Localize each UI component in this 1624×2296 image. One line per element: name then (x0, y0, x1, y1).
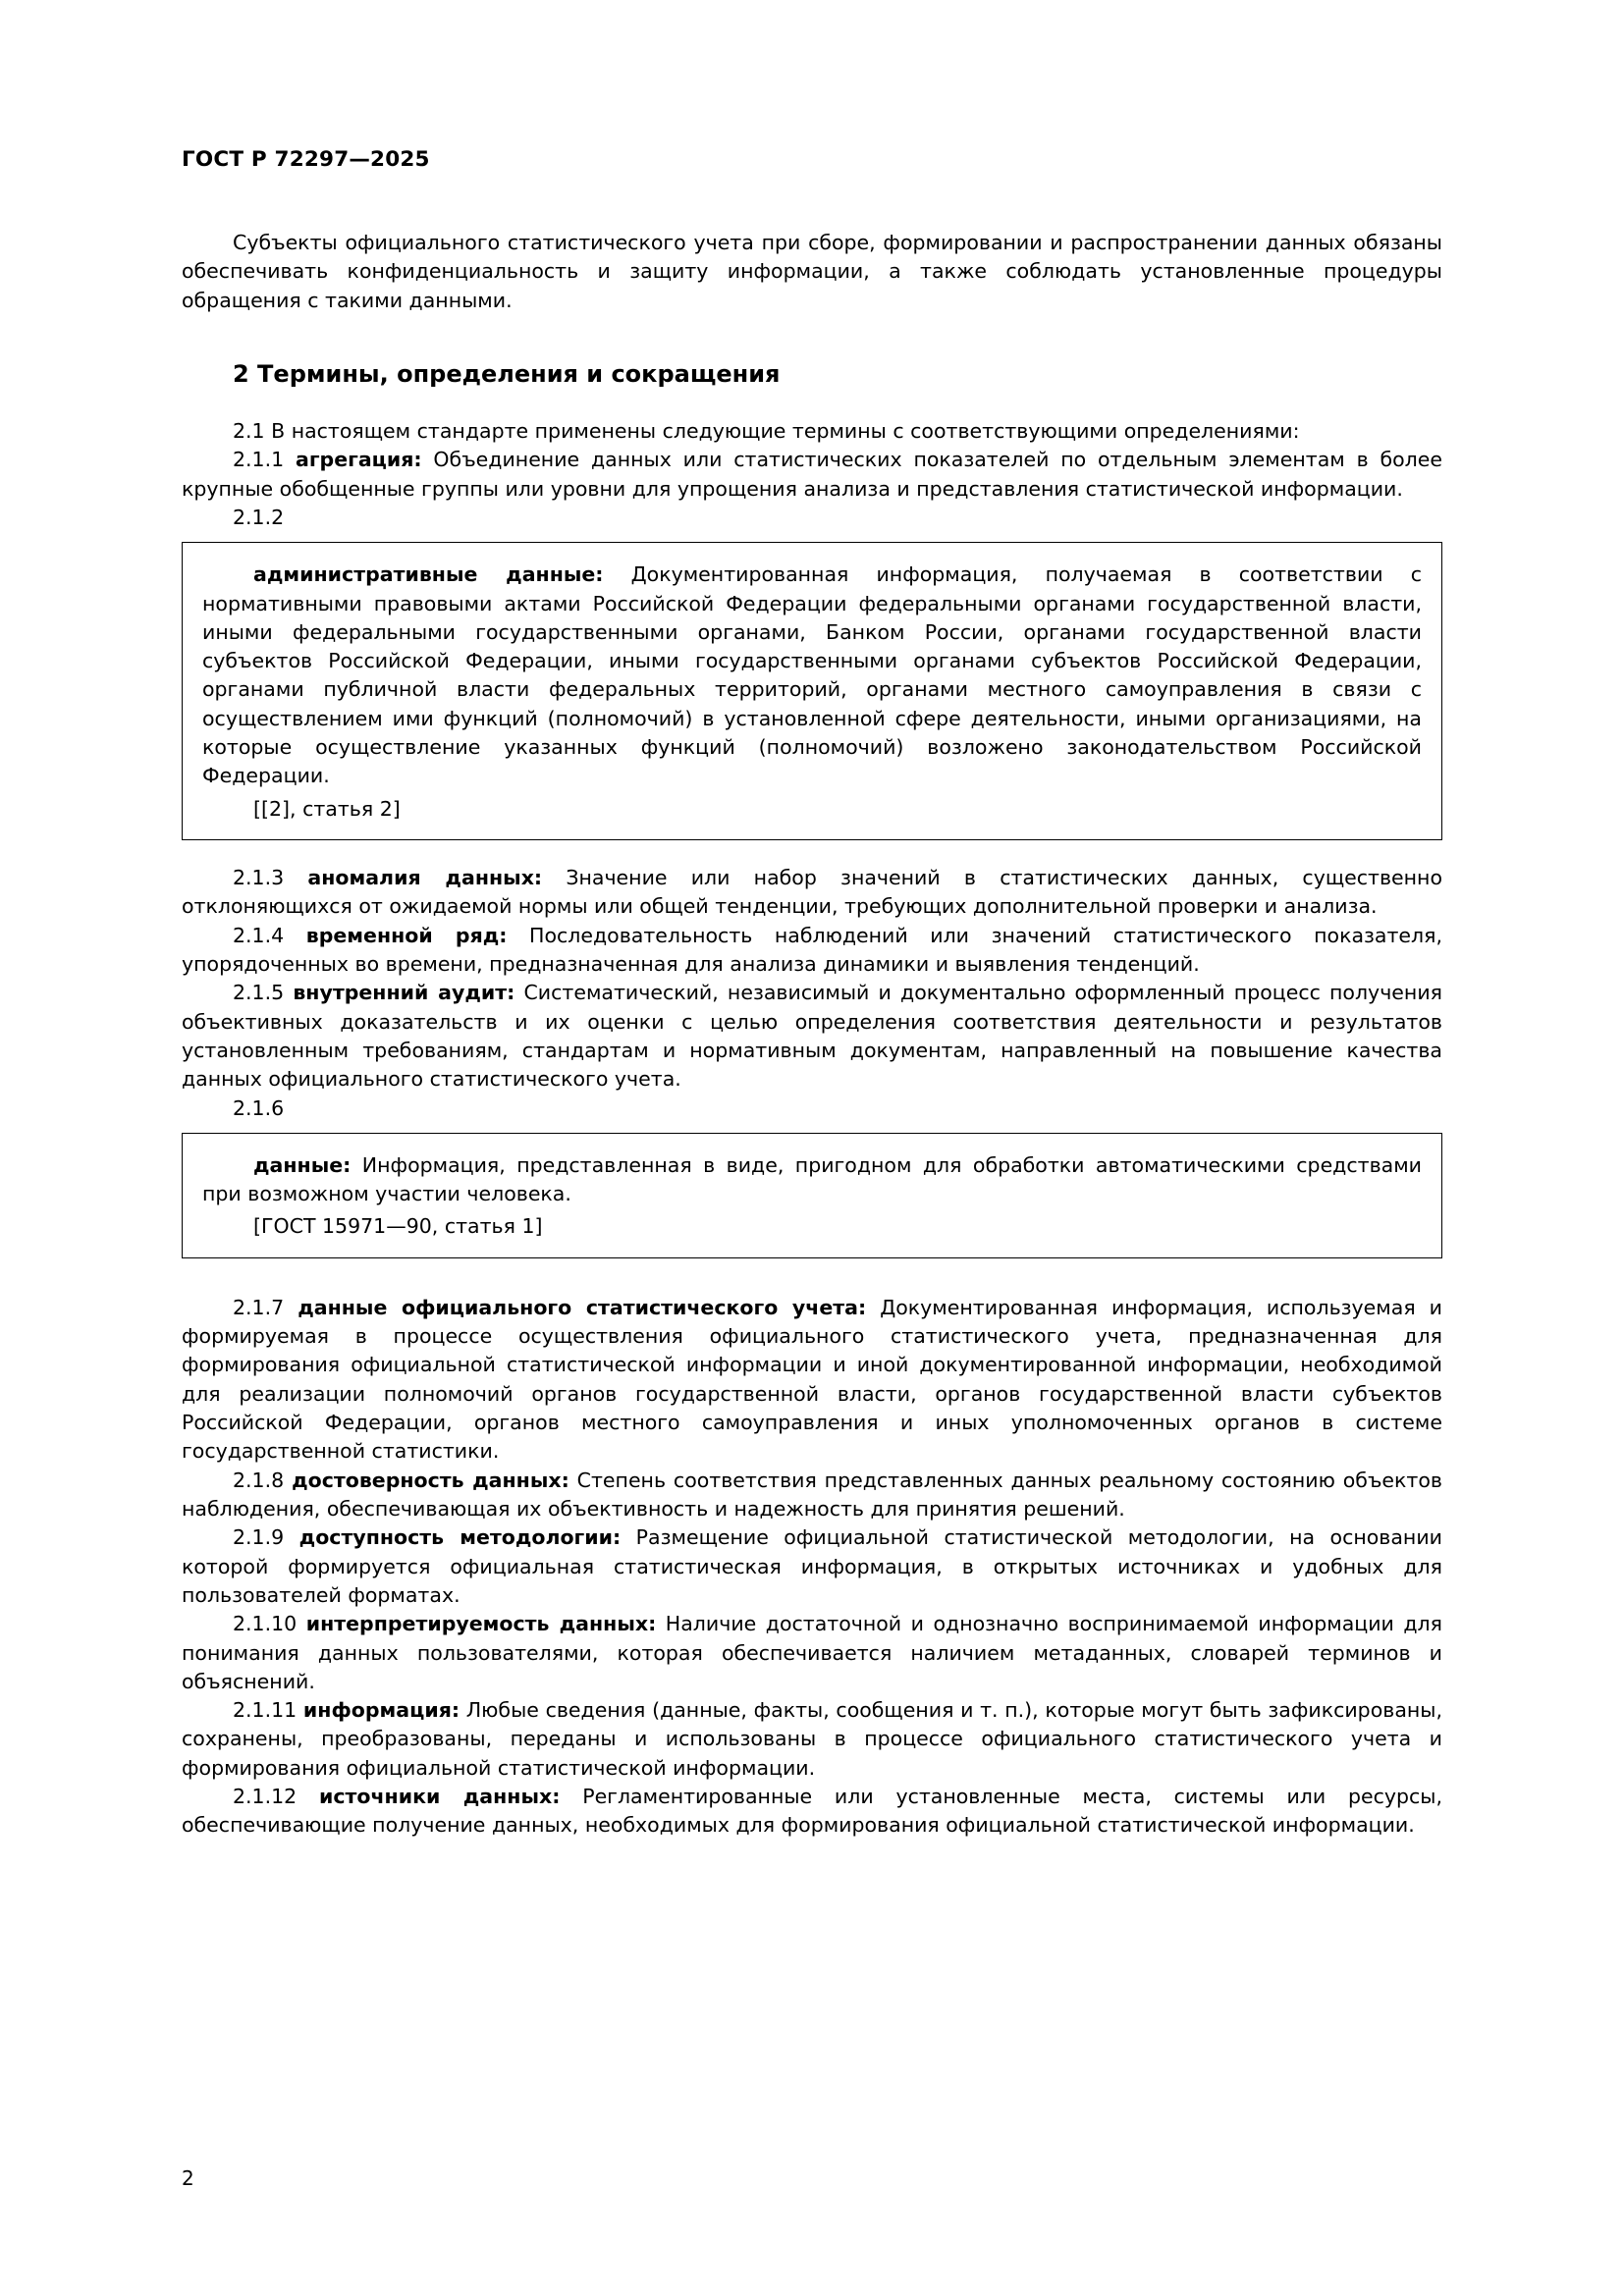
term-definition: Информация, представленная в виде, пригодном для обработки автоматическими средствами при возможном участии человека. (202, 1152, 1422, 1206)
term-definition: Регламентированные или установленные места, системы или ресурсы, обеспечивающие получение данных, необходимых для формирования официальной статистической информации. (182, 1785, 1442, 1838)
term-name: агрегация: (296, 448, 422, 472)
term-box-2-1-2 (182, 542, 1442, 840)
term-definition: Любые сведения (данные, факты, сообщения и т. п.), которые могут быть зафиксированы, сохранены, преобразованы, переданы и использованы в процессе официального статистического учета и формирования официальной статистической информации. (182, 1698, 1442, 1780)
term-2-1-10 (182, 1610, 1442, 1696)
boxed-term-body (202, 1151, 1422, 1209)
term-definition: Систематический, независимый и документально оформленный процесс получения объективных доказательств и их оценки с целью определения соответствия деятельности и результатов установленным требованиям, стандартам и нормативным документам, направленный на повышение качества данных официального статистического учета. (182, 981, 1442, 1092)
boxed-term-number-2-1-2: 2.1.2 (233, 505, 285, 529)
term-2-1-9 (182, 1523, 1442, 1610)
term-definition: Последовательность наблюдений или значений статистического показателя, упорядоченных во времени, предназначенная для анализа динамики и выявления тенденций. (182, 923, 1442, 976)
term-definition: Документированная информация, получаемая в соответствии с нормативными правовыми актами Российской Федерации федеральными органами государственной власти, иными федеральными государственными органами, Банком России, органами государственной власти субъектов Российской Федерации, иными государственными органами субъектов Российской Федерации, органами публичной власти федеральных территорий, органами местного самоуправления в связи с осуществлением ими функций (полномочий) в установленной сфере деятельности, иными организациями, на которые осуществление указанных функций (полномочий) возложено законодательством Российской Федерации. (202, 562, 1422, 788)
term-number: 2.1.10 (233, 1612, 298, 1636)
term-number: 2.1.5 (233, 981, 285, 1005)
term-name: интерпретируемость данных: (305, 1612, 657, 1636)
term-definition: Размещение официальной статистической методологии, на основании которой формируется официальная статистическая информация, в открытых источниках и удобных для пользователей форматах. (182, 1525, 1442, 1607)
term-name: внутренний аудит: (293, 981, 515, 1005)
section-title: 2 Термины, определения и сокращения (233, 359, 781, 388)
term-definition: Объединение данных или статистических показателей по отдельным элементам в более крупные обобщенные группы или уровни для упрощения анализа и представления статистической информации. (182, 448, 1442, 501)
boxed-term-number-2-1-6: 2.1.6 (233, 1095, 285, 1120)
term-number: 2.1.11 (233, 1698, 298, 1723)
term-box-2-1-6 (182, 1133, 1442, 1258)
term-name: данные: (253, 1152, 352, 1177)
term-number: 2.1.1 (233, 448, 285, 472)
term-name: аномалия данных: (307, 866, 543, 889)
term-definition: Документированная информация, используемая и формируемая в процессе осуществления официального статистического учета, предназначенная для формирования официальной статистической информации и иной документированной информации, необходимой для реализации полномочий органов государственной власти, органов государственной власти субъектов Российской Федерации, органов местного самоуправления и иных уполномоченных органов в системе государственной статистики. (182, 1295, 1443, 1464)
term-name: административные данные: (253, 562, 604, 587)
term-2-1-4 (182, 922, 1442, 980)
term-2-1-5 (182, 979, 1442, 1094)
term-name: источники данных: (319, 1785, 561, 1809)
term-number: 2.1.7 (233, 1295, 285, 1319)
term-number: 2.1.12 (233, 1785, 298, 1809)
term-number: 2.1.3 (233, 866, 285, 889)
term-definition: Степень соответствия представленных данных реальному состоянию объектов наблюдения, обеспечивающая их объективность и надежность для принятия решений. (182, 1468, 1442, 1521)
term-source-reference: [ГОСТ 15971—90, статья 1] (253, 1214, 543, 1239)
intro-paragraph: Субъекты официального статистического учета при сборе, формировании и распространении данных обязаны обеспечивать конфиденциальность и защиту информации, а также соблюдать установленные процедуры обращения с такими данными. (182, 231, 1442, 312)
term-number: 2.1.4 (233, 923, 285, 947)
term-name: данные официального статистического учета: (298, 1295, 867, 1319)
term-source-reference: [[2], статья 2] (253, 796, 401, 821)
term-2-1-7 (182, 1294, 1442, 1467)
page-number: 2 (182, 2166, 194, 2190)
term-2-1-3 (182, 864, 1442, 922)
term-definition: Наличие достаточной и однозначно воспринимаемой информации для понимания данных пользователями, которая обеспечивается наличием метаданных, словарей терминов и объяснений. (182, 1612, 1442, 1693)
term-name: достоверность данных: (292, 1468, 569, 1492)
term-2-1-8 (182, 1467, 1442, 1524)
term-name: информация: (302, 1698, 460, 1723)
term-number: 2.1.8 (233, 1468, 285, 1492)
term-name: временной ряд: (305, 923, 508, 947)
term-2-1-1 (182, 446, 1442, 504)
spacer (182, 850, 1442, 864)
page-header: ГОСТ Р 72297—2025 (182, 147, 430, 172)
spacer (182, 1268, 1442, 1294)
term-number: 2.1.9 (233, 1525, 285, 1550)
term-2-1-11 (182, 1696, 1442, 1783)
term-name: доступность методологии: (298, 1525, 622, 1550)
term-2-1-12 (182, 1783, 1442, 1841)
term-definition: Значение или набор значений в статистических данных, существенно отклоняющихся от ожидаемой нормы или общей тенденции, требующих дополнительной проверки и анализа. (182, 866, 1442, 919)
boxed-term-body (202, 561, 1422, 791)
section-lead: 2.1 В настоящем стандарте применены следующие термины с соответствующими определениями: (233, 418, 1300, 443)
